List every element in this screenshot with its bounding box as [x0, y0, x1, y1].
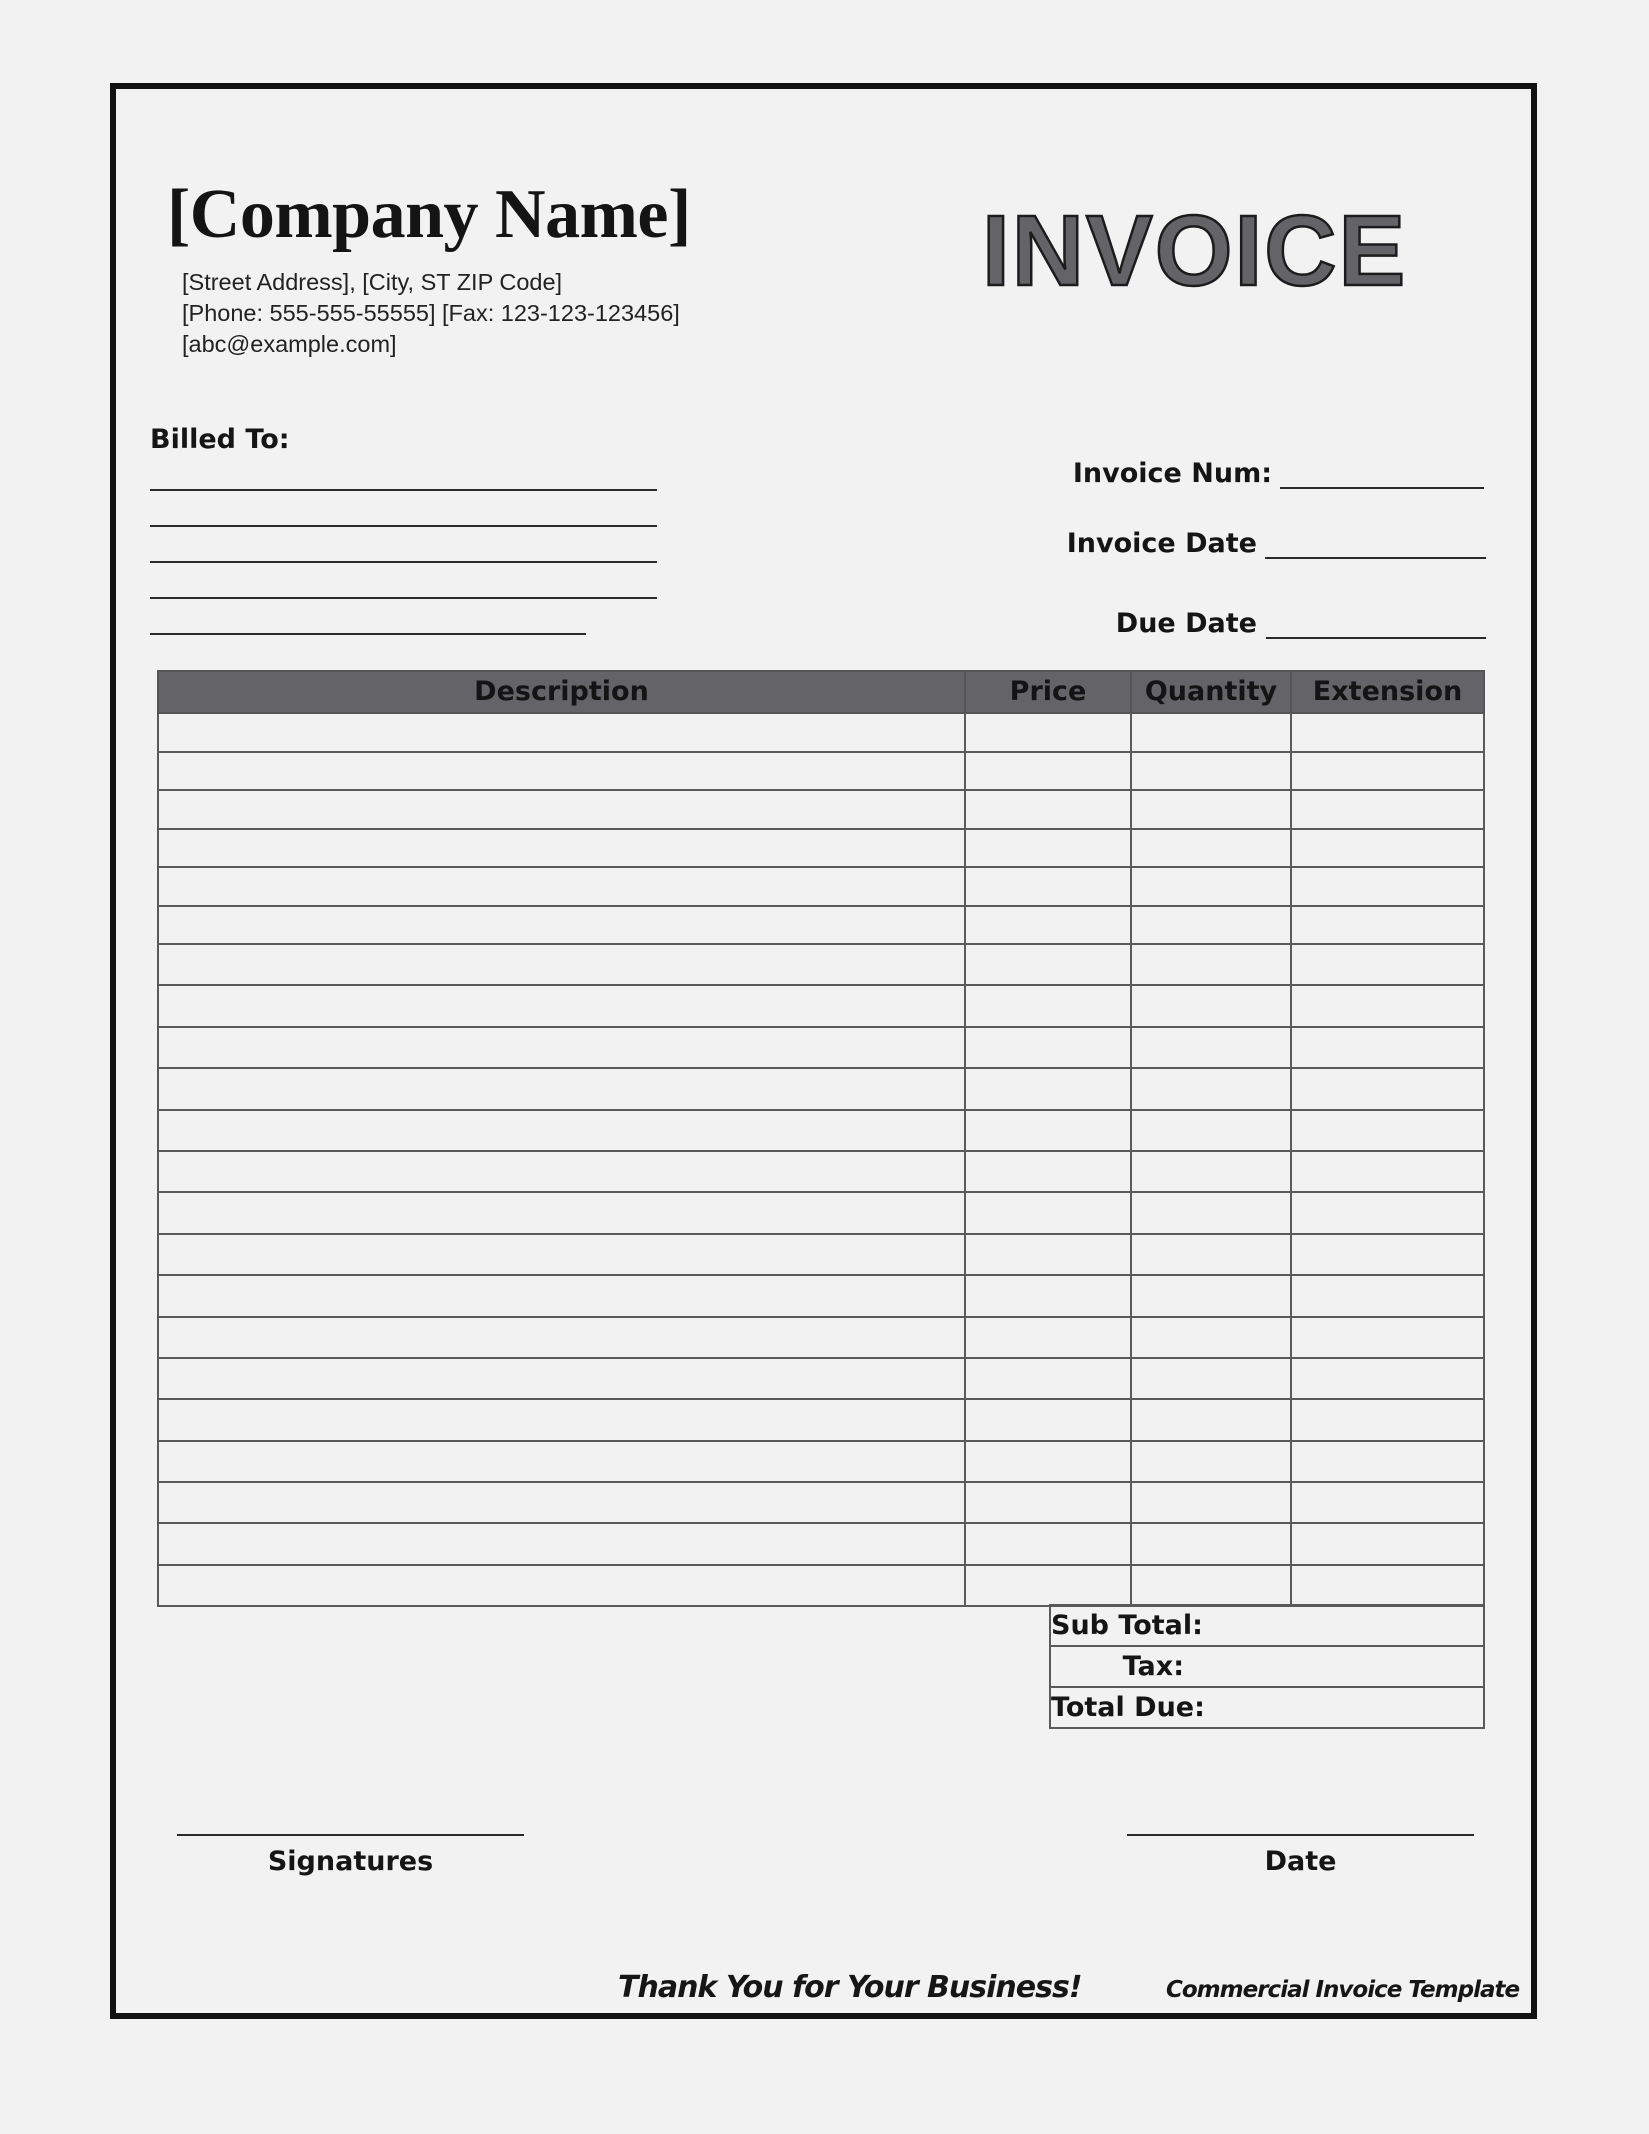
extension-cell[interactable] [1291, 829, 1484, 868]
invoice-num-field[interactable] [1280, 487, 1484, 489]
description-cell[interactable] [158, 1482, 965, 1523]
quantity-cell[interactable] [1131, 1441, 1291, 1482]
extension-cell[interactable] [1291, 1068, 1484, 1109]
price-cell[interactable] [965, 944, 1131, 985]
description-cell[interactable] [158, 1317, 965, 1358]
price-cell[interactable] [965, 1275, 1131, 1316]
description-cell[interactable] [158, 944, 965, 985]
description-cell[interactable] [158, 1523, 965, 1564]
subtotal-row [1050, 1605, 1484, 1646]
quantity-cell[interactable] [1131, 1399, 1291, 1440]
quantity-cell[interactable] [1131, 1523, 1291, 1564]
description-cell[interactable] [158, 1192, 965, 1233]
signature-date-line[interactable] [1127, 1834, 1474, 1836]
invoice-date-field[interactable] [1265, 557, 1486, 559]
description-cell[interactable] [158, 1151, 965, 1192]
extension-cell[interactable] [1291, 985, 1484, 1026]
quantity-cell[interactable] [1131, 1482, 1291, 1523]
description-cell[interactable] [158, 867, 965, 906]
price-cell[interactable] [965, 1151, 1131, 1192]
signatures-label: Signatures [267, 1846, 434, 1877]
extension-cell[interactable] [1291, 906, 1484, 945]
price-cell[interactable] [965, 1399, 1131, 1440]
quantity-cell[interactable] [1131, 1565, 1291, 1606]
quantity-cell[interactable] [1131, 1192, 1291, 1233]
signature-date-label: Date [1264, 1846, 1337, 1877]
table-row [158, 1151, 1484, 1192]
description-cell[interactable] [158, 1068, 965, 1109]
billed-to-line-4[interactable] [150, 597, 657, 599]
description-cell[interactable] [158, 1399, 965, 1440]
quantity-cell[interactable] [1131, 1110, 1291, 1151]
price-cell[interactable] [965, 1068, 1131, 1109]
billed-to-label: Billed To: [150, 424, 290, 455]
company-address-line: [Street Address], [City, ST ZIP Code] [182, 269, 563, 295]
billed-to-line-1[interactable] [150, 489, 657, 491]
price-cell[interactable] [965, 752, 1131, 791]
description-cell[interactable] [158, 1441, 965, 1482]
line-items-table [157, 670, 1485, 1607]
totals-table [1049, 1604, 1485, 1729]
table-row [158, 713, 1484, 752]
table-row [158, 985, 1484, 1026]
extension-cell[interactable] [1291, 1110, 1484, 1151]
quantity-cell[interactable] [1131, 1275, 1291, 1316]
table-row [158, 1358, 1484, 1399]
description-cell[interactable] [158, 1027, 965, 1068]
table-row [158, 1565, 1484, 1606]
table-row [158, 1441, 1484, 1482]
extension-cell[interactable] [1291, 1441, 1484, 1482]
extension-cell[interactable] [1291, 1275, 1484, 1316]
quantity-cell[interactable] [1131, 752, 1291, 791]
extension-cell[interactable] [1291, 867, 1484, 906]
due-date-label: Due Date [1115, 608, 1257, 639]
company-email-line: [abc@example.com] [182, 331, 397, 357]
extension-cell[interactable] [1291, 752, 1484, 791]
description-cell[interactable] [158, 1358, 965, 1399]
description-cell[interactable] [158, 1275, 965, 1316]
table-row [158, 906, 1484, 945]
column-header-price: Price [965, 671, 1131, 713]
price-cell[interactable] [965, 1441, 1131, 1482]
thank-you-message: Thank You for Your Business! [618, 1970, 1082, 2005]
quantity-cell[interactable] [1131, 1151, 1291, 1192]
table-row [158, 1482, 1484, 1523]
extension-cell[interactable] [1291, 944, 1484, 985]
table-row [158, 944, 1484, 985]
billed-to-line-2[interactable] [150, 525, 657, 527]
description-cell[interactable] [158, 1565, 965, 1606]
description-cell[interactable] [158, 790, 965, 829]
column-header-description: Description [158, 671, 965, 713]
price-cell[interactable] [965, 1317, 1131, 1358]
quantity-cell[interactable] [1131, 906, 1291, 945]
description-cell[interactable] [158, 713, 965, 752]
extension-cell[interactable] [1291, 713, 1484, 752]
description-cell[interactable] [158, 1110, 965, 1151]
signature-line[interactable] [177, 1834, 524, 1836]
quantity-cell[interactable] [1131, 944, 1291, 985]
price-cell[interactable] [965, 790, 1131, 829]
due-date-field[interactable] [1266, 637, 1486, 639]
description-cell[interactable] [158, 985, 965, 1026]
extension-cell[interactable] [1291, 1523, 1484, 1564]
extension-cell[interactable] [1291, 1399, 1484, 1440]
price-cell[interactable] [965, 1027, 1131, 1068]
price-cell[interactable] [965, 829, 1131, 868]
extension-cell[interactable] [1291, 1317, 1484, 1358]
extension-cell[interactable] [1291, 790, 1484, 829]
quantity-cell[interactable] [1131, 1317, 1291, 1358]
table-row [158, 867, 1484, 906]
quantity-cell[interactable] [1131, 790, 1291, 829]
price-cell[interactable] [965, 1482, 1131, 1523]
price-cell[interactable] [965, 1192, 1131, 1233]
price-cell[interactable] [965, 1358, 1131, 1399]
extension-cell[interactable] [1291, 1358, 1484, 1399]
price-cell[interactable] [965, 1565, 1131, 1606]
price-cell[interactable] [965, 1523, 1131, 1564]
extension-cell[interactable] [1291, 1192, 1484, 1233]
price-cell[interactable] [965, 1110, 1131, 1151]
extension-cell[interactable] [1291, 1565, 1484, 1606]
extension-cell[interactable] [1291, 1151, 1484, 1192]
table-row [158, 1110, 1484, 1151]
table-row [158, 1523, 1484, 1564]
company-contact-line: [Phone: 555-555-55555] [Fax: 123-123-123456] [182, 300, 680, 326]
subtotal-label: Sub Total: [1050, 1605, 1190, 1646]
quantity-cell[interactable] [1131, 867, 1291, 906]
description-cell[interactable] [158, 752, 965, 791]
billed-to-line-3[interactable] [150, 561, 657, 563]
quantity-cell[interactable] [1131, 1027, 1291, 1068]
template-name: Commercial Invoice Template [1166, 1977, 1520, 2003]
price-cell[interactable] [965, 985, 1131, 1026]
table-row [158, 790, 1484, 829]
tax-row [1050, 1646, 1484, 1687]
billed-to-line-5[interactable] [150, 633, 586, 635]
description-cell[interactable] [158, 1234, 965, 1275]
table-row [158, 752, 1484, 791]
total-due-row [1050, 1687, 1484, 1728]
extension-cell[interactable] [1291, 1234, 1484, 1275]
tax-value-cell[interactable] [1190, 1646, 1484, 1687]
extension-cell[interactable] [1291, 1027, 1484, 1068]
table-row [158, 1068, 1484, 1109]
price-cell[interactable] [965, 906, 1131, 945]
total-due-value-cell[interactable] [1190, 1687, 1484, 1728]
description-cell[interactable] [158, 906, 965, 945]
invoice-title: INVOICE [982, 195, 1408, 307]
quantity-cell[interactable] [1131, 1234, 1291, 1275]
table-row [158, 1234, 1484, 1275]
table-row [158, 1027, 1484, 1068]
company-name: [Company Name] [167, 176, 691, 253]
table-row [158, 829, 1484, 868]
table-row [158, 1399, 1484, 1440]
description-cell[interactable] [158, 829, 965, 868]
table-row [158, 1192, 1484, 1233]
invoice-date-label: Invoice Date [1066, 528, 1257, 559]
extension-cell[interactable] [1291, 1482, 1484, 1523]
quantity-cell[interactable] [1131, 713, 1291, 752]
quantity-cell[interactable] [1131, 829, 1291, 868]
total-due-label: Total Due: [1050, 1687, 1190, 1728]
table-row [158, 1317, 1484, 1358]
column-header-quantity: Quantity [1131, 671, 1291, 713]
quantity-cell[interactable] [1131, 985, 1291, 1026]
price-cell[interactable] [965, 1234, 1131, 1275]
table-header-row [158, 671, 1484, 713]
quantity-cell[interactable] [1131, 1068, 1291, 1109]
price-cell[interactable] [965, 867, 1131, 906]
table-row [158, 1275, 1484, 1316]
price-cell[interactable] [965, 713, 1131, 752]
quantity-cell[interactable] [1131, 1358, 1291, 1399]
subtotal-value-cell[interactable] [1190, 1605, 1484, 1646]
invoice-num-label: Invoice Num: [1072, 458, 1272, 489]
column-header-extension: Extension [1291, 671, 1484, 713]
tax-label: Tax: [1050, 1646, 1190, 1687]
